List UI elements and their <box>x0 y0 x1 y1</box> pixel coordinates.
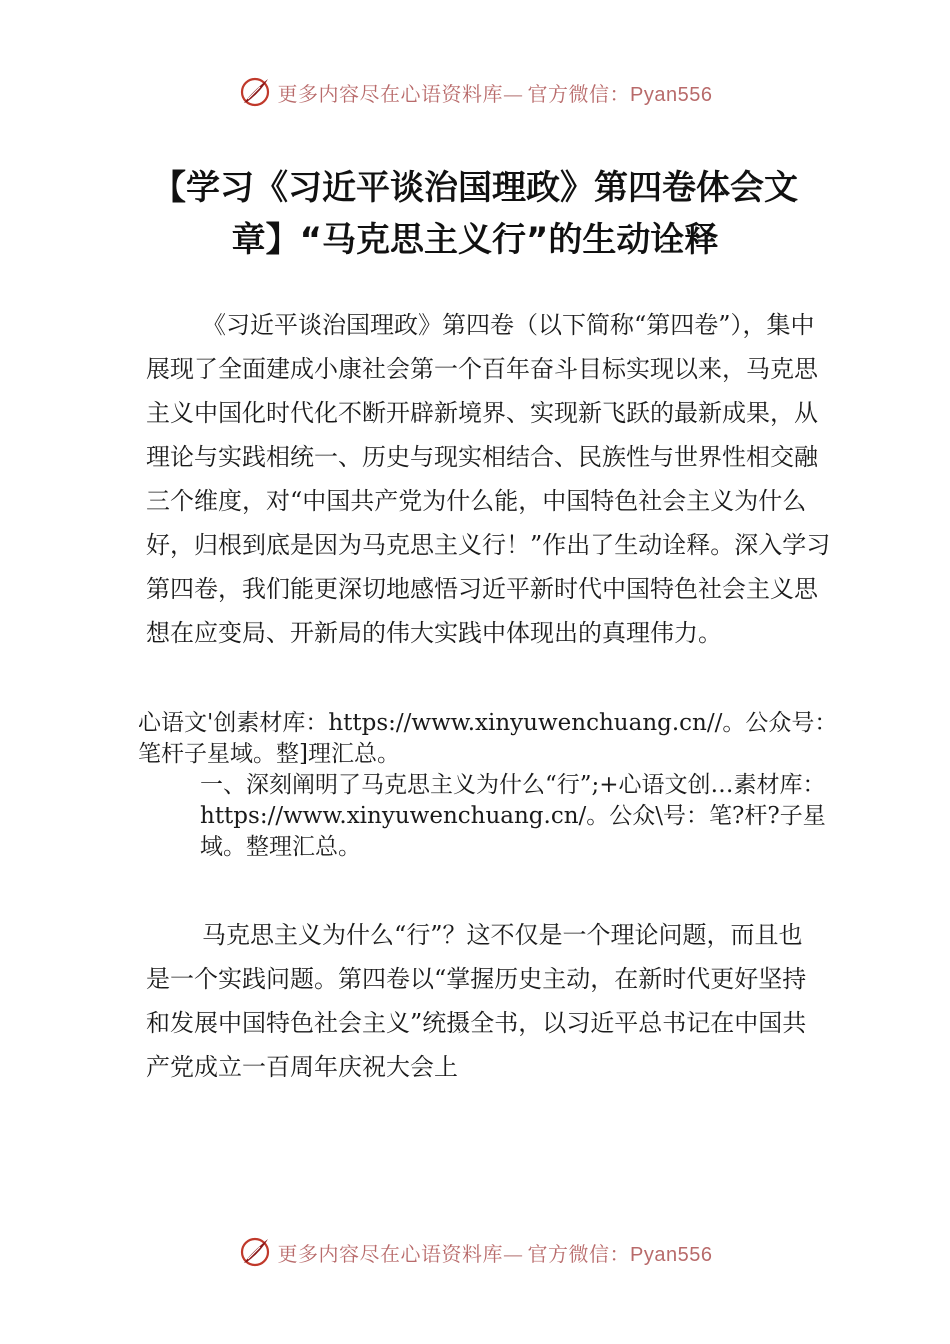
footer-banner-text <box>278 1238 713 1267</box>
source-note-1: 心语文'创素材库：https://www.xinyuwenchuang.cn//。公众号：笔杆子星域。整]理汇总。 <box>138 710 838 767</box>
header-banner-separator: — <box>503 81 524 106</box>
quill-logo-icon <box>238 75 272 109</box>
paragraph-section-1: 马克思主义为什么“行”？这不仅是一个理论问题，而且也是一个实践问题。第四卷以“掌握历史主动，在新时代更好坚持和发展中国特色社会主义”统摄全书，以习近平总书记在中国共产党成立一百周年庆祝大会上 <box>146 921 807 1081</box>
paragraph-intro: 《习近平谈治国理政》第四卷（以下简称“第四卷”），集中展现了全面建成小康社会第一个百年奋斗目标实现以来，马克思主义中国化时代化不断开辟新境界、实现新飞跃的最新成果，从理论与实践相统一、历史与现实相结合、民族性与世界性相交融三个维度，对“中国共产党为什么能，中国特色社会主义为什么好，归根到底是因为马克思主义行！”作出了生动诠释。深入学习第四卷，我们能更深切地感悟习近平新时代中国特色社会主义思想在应变局、开新局的伟大实践中体现出的真理伟力。 <box>146 311 831 647</box>
section-heading-note: 一、深刻阐明了马克思主义为什么“行”;+心语文创…素材库：https://www.xinyuwenchuang.cn/。公众\号：笔?杆?子星域。整理汇总。 <box>200 772 826 860</box>
header-banner-title: 更多内容尽在心语资料库 <box>277 81 504 106</box>
footer-banner-wechat: 官方微信：Pyan556 <box>527 1243 713 1266</box>
header-banner-wechat: 官方微信：Pyan556 <box>527 83 713 106</box>
footer-banner-separator: — <box>503 1241 524 1266</box>
document-title: 【学习《习近平谈治国理政》第四卷体会文章】“马克思主义行”的生动诠释 <box>152 168 798 260</box>
footer-banner-title: 更多内容尽在心语资料库 <box>277 1241 504 1266</box>
header-banner <box>0 72 950 112</box>
header-banner-text <box>278 78 713 107</box>
quill-logo-icon <box>238 1235 272 1269</box>
footer-banner <box>0 1232 950 1272</box>
